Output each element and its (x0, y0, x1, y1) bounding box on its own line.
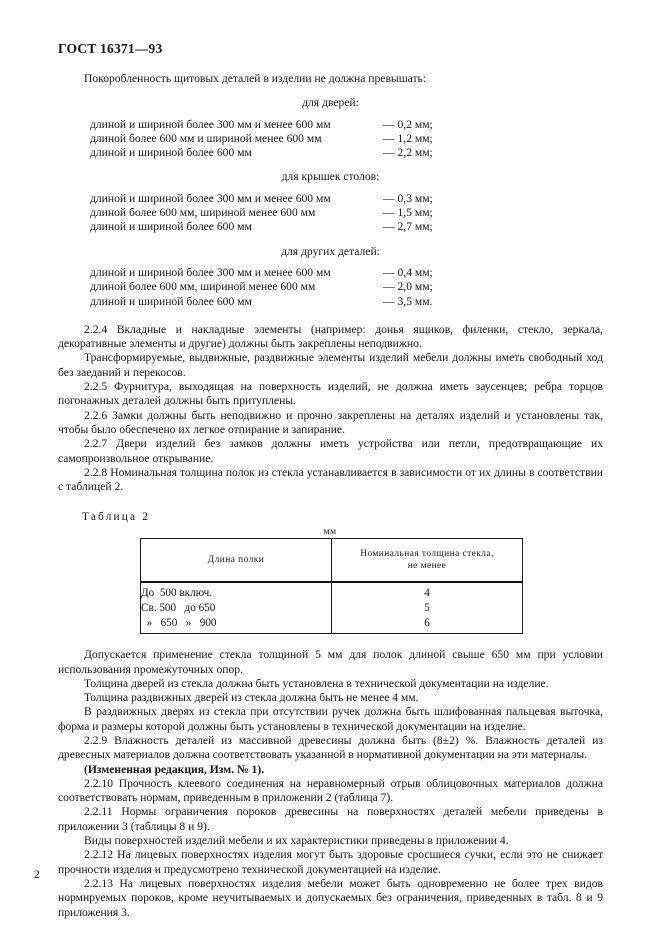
table-column-header-length: Длина полки (141, 539, 332, 583)
spacer (58, 634, 603, 648)
spec-value: — 1,2 мм; (383, 131, 433, 145)
spec-description: длиной и шириной более 600 мм (90, 294, 252, 308)
table-cell-thickness: 6 (332, 616, 523, 634)
table-cell-length: До 500 включ. (141, 582, 332, 601)
spec-row (58, 146, 603, 160)
spacer (58, 185, 603, 192)
spec-row (58, 118, 603, 132)
revision-note: (Измененная редакция, Изм. № 1). (84, 762, 265, 776)
table-column-header-thickness-line2: не менее (407, 561, 447, 572)
spec-value: — 2,2 мм; (383, 146, 433, 160)
table-row (141, 582, 523, 601)
spec-description: длиной и шириной более 300 мм и менее 600 мм (90, 191, 331, 205)
table-header-row (141, 539, 523, 583)
spec-description: длиной и шириной более 300 мм и менее 600 мм (90, 117, 331, 131)
spacer (58, 235, 603, 245)
spec-heading-doors: для дверей: (302, 96, 359, 110)
spec-value: — 0,2 мм; (383, 117, 433, 131)
spec-value: — 1,5 мм; (383, 206, 433, 220)
clause-2-2-7: 2.2.7 Двери изделий без замков должны иметь устройства или петли, предотвращающие их самопроизвольное открывание. (58, 437, 603, 465)
table-row (141, 601, 523, 616)
table-cell-length: » 650 » 900 (141, 616, 332, 634)
spec-row (58, 266, 603, 280)
table-2-block (58, 510, 603, 634)
intro-lead-text: Покоробленность щитовых деталей в изделии не должна превышать: (84, 72, 427, 85)
document-body (58, 72, 603, 920)
spacer (58, 309, 603, 323)
clause-sliding-glass-door-thickness: Толщина раздвижных дверей из стекла должна быть не менее 4 мм. (84, 691, 419, 705)
clause-2-2-9: 2.2.9 Влажность деталей из массивной древесины должна быть (8±2) %. Влажность деталей из древесных материалов должна соответствовать указанной в нормативной документации на эти материалы. (58, 733, 603, 762)
shelf-glass-thickness-table (140, 538, 523, 634)
clause-transformable-elements: Трансформируемые, выдвижные, раздвижные элементы изделий мебели должны иметь свободный ход без заеданий и перекосов. (58, 351, 603, 379)
spec-row (58, 206, 603, 220)
clause-2-2-6: 2.2.6 Замки должны быть неподвижно и прочно закреплены на деталях изделий и установлены так, чтобы было обеспечено их легкое отпирание и запирание. (58, 408, 603, 436)
table-cell-thickness: 4 (332, 582, 523, 601)
spec-description: длиной более 600 мм, шириной менее 600 мм (90, 280, 316, 294)
spacer (58, 111, 603, 118)
spec-list-table-tops (58, 192, 603, 235)
spec-row (58, 220, 603, 234)
page-number: 2 (34, 868, 40, 881)
spacer (58, 86, 603, 96)
clause-glass-5mm-allowance: Допускается применение стекла толщиной 5 мм для полок длиной свыше 650 мм при условии использования промежуточных опор. (58, 648, 603, 676)
spec-description: длиной и шириной более 600 мм (90, 220, 252, 234)
table-cell-thickness: 5 (332, 601, 523, 616)
table-column-header-thickness (332, 539, 523, 583)
spec-value: — 2,7 мм; (383, 220, 433, 234)
clause-2-2-13: 2.2.13 На лицевых поверхностях изделия мебели может быть одновременно не более трех видов нормируемых пороков, кроме неучитываемых и допускаемых без ограничения, приведенных в табл. 8 и 9 приложения 3. (58, 876, 603, 919)
clause-2-2-12: 2.2.12 На лицевых поверхностях изделия могут быть здоровые сросшиеся сучки, если это не снижает прочности изделия и предусмотрено технической документацией на изделие. (58, 848, 603, 876)
spec-value: — 2,0 мм; (383, 280, 433, 294)
spec-heading-other-parts: для других деталей: (281, 244, 380, 258)
table-caption: Таблица 2 (82, 511, 151, 524)
clause-2-2-8: 2.2.8 Номинальная толщина полок из стекла устанавливается в зависимости от их длины в соответствии с таблицей 2. (58, 465, 603, 494)
table-body (141, 582, 523, 633)
spec-list-doors (58, 118, 603, 161)
clause-finger-groove: В раздвижных дверях из стекла при отсутствии ручек должна быть шлифованная пальцевая выточка, форма и размеры которой должны быть установлены в технической документации на изделие. (58, 705, 603, 733)
spec-list-other-parts (58, 266, 603, 309)
table-unit-label: мм (323, 526, 337, 538)
clause-2-2-4: 2.2.4 Вкладные и накладные элементы (например: донья ящиков, филенки, стекло, зеркала, декоративные элементы и другие) должны быть закреплены неподвижно. (58, 322, 603, 351)
table-column-header-thickness-line1: Номинальная толщина стекла, (360, 549, 494, 560)
spec-row (58, 280, 603, 294)
spacer (58, 160, 603, 170)
table-head (141, 539, 523, 583)
spec-description: длиной и шириной более 600 мм (90, 146, 252, 160)
table-cell-length: Св. 500 до 650 (141, 601, 332, 616)
clause-2-2-10: 2.2.10 Прочность клеевого соединения на неравномерный отрыв облицовочных материалов должна соответствовать нормам, приведенным в приложении 2 (таблица 7). (58, 776, 603, 805)
spec-description: длиной более 600 мм и шириной менее 600 мм (90, 131, 322, 145)
clause-2-2-11: 2.2.11 Нормы ограничения пороков древесины на поверхностях деталей мебели приведены в приложении 3 (таблицы 8 и 9). (58, 805, 603, 833)
document-standard-header: ГОСТ 16371—93 (58, 41, 163, 56)
spec-description: длиной более 600 мм, шириной менее 600 мм (90, 206, 316, 220)
spacer (58, 259, 603, 266)
spec-row (58, 295, 603, 309)
clause-surface-types: Виды поверхностей изделий мебели и их характеристики приведены в приложении 4. (84, 834, 509, 848)
spec-value: — 0,3 мм; (383, 191, 433, 205)
clause-glass-door-thickness: Толщина дверей из стекла должна быть установлена в технической документации на изделие. (84, 676, 549, 690)
spec-value: — 0,4 мм; (383, 265, 433, 279)
clause-2-2-5: 2.2.5 Фурнитура, выходящая на поверхность изделий, не должна иметь заусенцев; ребра торцов погонажных деталей должны быть притуплены. (58, 380, 603, 408)
table-row (141, 616, 523, 634)
spec-value: — 3,5 мм. (383, 294, 433, 308)
spec-row (58, 132, 603, 146)
spec-heading-table-tops: для крышек столов: (281, 170, 380, 184)
spec-row (58, 192, 603, 206)
spec-description: длиной и шириной более 300 мм и менее 600 мм (90, 265, 331, 279)
